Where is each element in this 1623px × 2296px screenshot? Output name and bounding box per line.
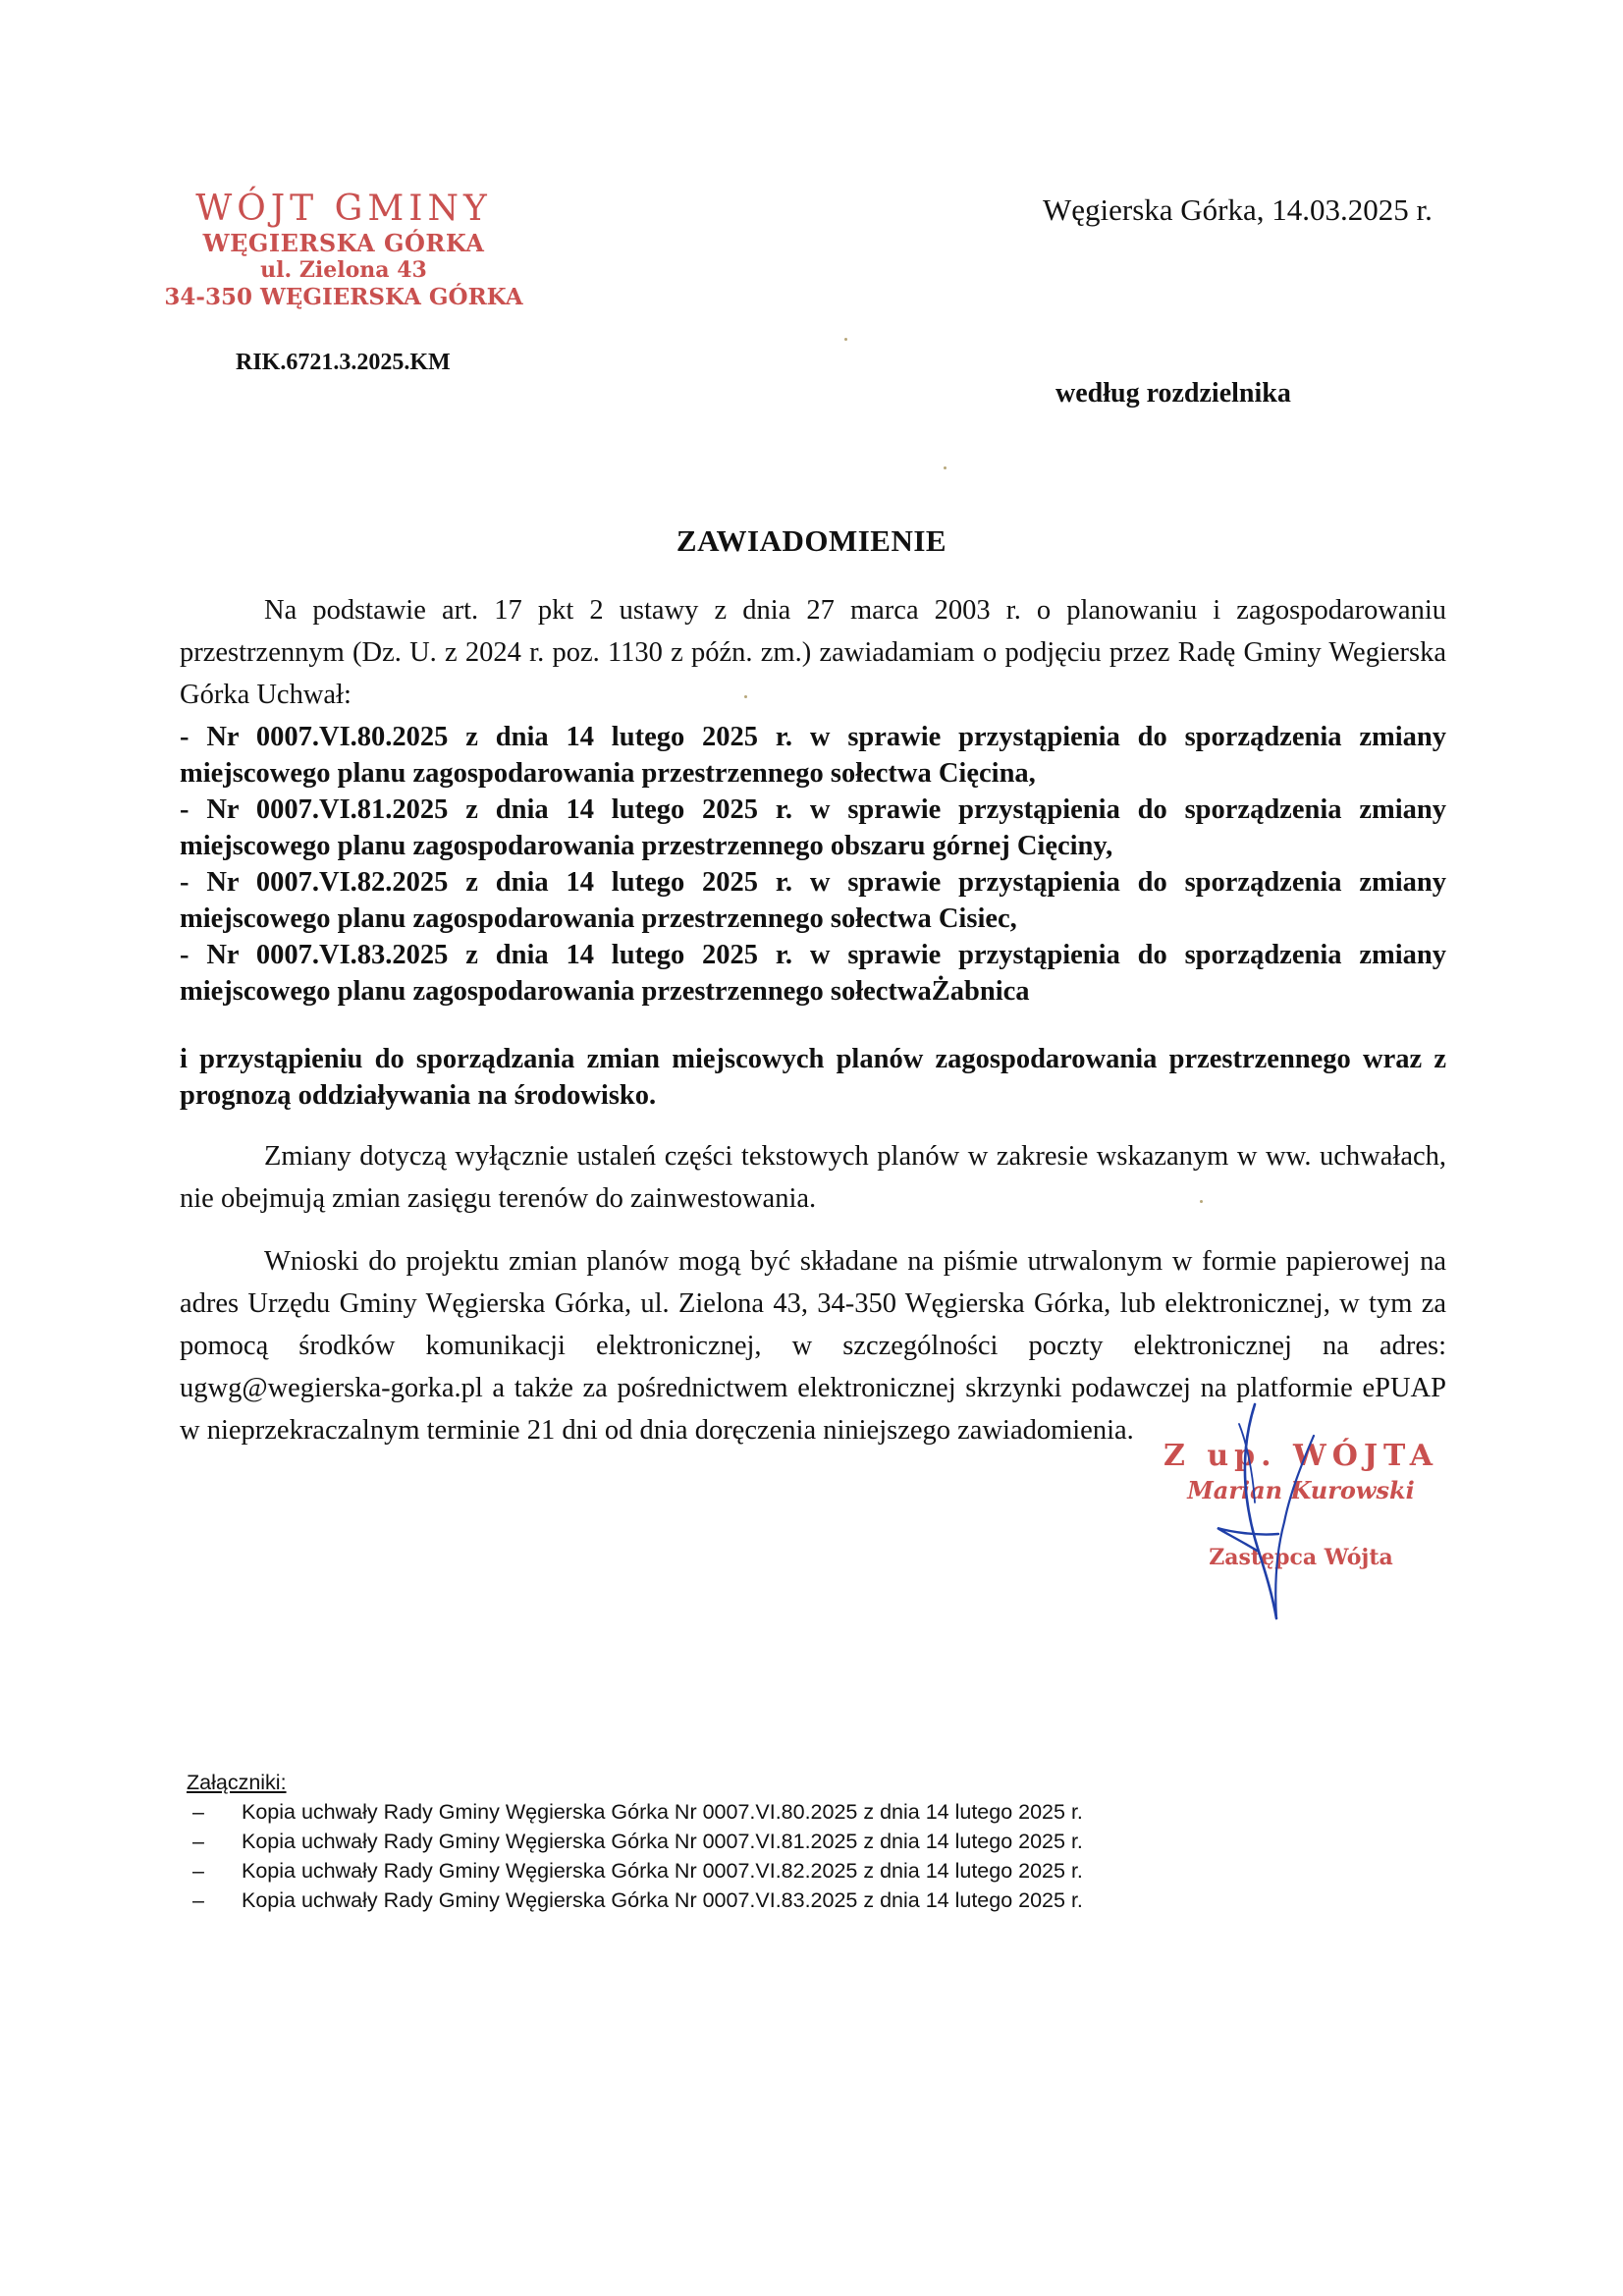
attachment-item	[187, 1797, 1083, 1827]
handwritten-signature-icon	[1129, 1385, 1345, 1640]
document-body	[180, 589, 1446, 1451]
resolution-list	[180, 719, 1446, 1010]
place-and-date: Węgierska Górka, 14.03.2025 r.	[1043, 192, 1433, 227]
summary-paragraph: i przystąpieniu do sporządzania zmian miejscowych planów zagospodarowania przestrzennego wraz z prognozą oddziaływania na środowisko.	[180, 1044, 1446, 1111]
attachment-label: Kopia uchwały Rady Gminy Węgierska Górka Nr 0007.VI.82.2025 z dnia 14 lutego 2025 r.	[242, 1859, 1083, 1883]
attachment-dash: –	[192, 1830, 204, 1853]
attachment-dash: –	[192, 1888, 204, 1912]
attachment-dash: –	[192, 1800, 204, 1824]
scan-speck	[844, 338, 847, 341]
resolution-item: - Nr 0007.VI.81.2025 z dnia 14 lutego 2025 r. w sprawie przystąpienia do sporządzenia zmiany miejscowego planu zagospodarowania przestrzennego obszaru górnej Cięciny,	[180, 794, 1446, 861]
attachment-item	[187, 1827, 1083, 1856]
attachments-list	[187, 1797, 1083, 1915]
attachments-title: Załączniki:	[187, 1771, 287, 1794]
attachment-item	[187, 1886, 1083, 1915]
attachment-label: Kopia uchwały Rady Gminy Węgierska Górka Nr 0007.VI.81.2025 z dnia 14 lutego 2025 r.	[242, 1830, 1083, 1853]
intro-paragraph: Na podstawie art. 17 pkt 2 ustawy z dnia 27 marca 2003 r. o planowaniu i zagospodarowaniu przestrzennym (Dz. U. z 2024 r. poz. 1130 z późn. zm.) zawiadamiam o podjęciu przez Radę Gminy Wegierska Górka Uchwał:	[180, 595, 1446, 710]
office-stamp	[162, 189, 525, 310]
attachment-label: Kopia uchwały Rady Gminy Węgierska Górka Nr 0007.VI.80.2025 z dnia 14 lutego 2025 r.	[242, 1800, 1083, 1824]
resolution-item: - Nr 0007.VI.83.2025 z dnia 14 lutego 2025 r. w sprawie przystąpienia do sporządzenia zmiany miejscowego planu zagospodarowania przestrzennego sołectwaŻabnica	[180, 940, 1446, 1007]
stamp-line-municipality: WĘGIERSKA GÓRKA	[202, 229, 485, 258]
resolution-item: - Nr 0007.VI.80.2025 z dnia 14 lutego 2025 r. w sprawie przystąpienia do sporządzenia zmiany miejscowego planu zagospodarowania przestrzennego sołectwa Cięcina,	[180, 722, 1446, 789]
signature-stamp-authority: Z up. WÓJTA	[1163, 1439, 1438, 1473]
attachment-item	[187, 1856, 1083, 1886]
document-title: ZAWIADOMIENIE	[676, 523, 947, 558]
stamp-line-street: ul. Zielona 43	[260, 256, 427, 283]
attachments-section	[187, 1768, 1083, 1915]
signature-stamp-position: Zastępca Wójta	[1209, 1545, 1393, 1570]
attachment-dash: –	[192, 1859, 204, 1883]
scan-speck	[944, 466, 947, 469]
attachment-label: Kopia uchwały Rady Gminy Węgierska Górka Nr 0007.VI.83.2025 z dnia 14 lutego 2025 r.	[242, 1888, 1083, 1912]
scan-speck	[744, 695, 747, 698]
applications-paragraph: Wnioski do projektu zmian planów mogą być składane na piśmie utrwalonym w formie papierowej na adres Urzędu Gminy Węgierska Górka, ul. Zielona 43, 34-350 Węgierska Górka, lub elektronicznej, w tym za pomocą środków komunikacji elektronicznej, w szczególności poczty elektronicznej na adres: ugwg@wegierska-gorka.pl a także za pośrednictwem elektronicznej skrzynki podawczej na platformie ePUAP w nieprzekraczalnym terminie 21 dni od dnia doręczenia niniejszego zawiadomienia.	[180, 1246, 1446, 1446]
resolution-item: - Nr 0007.VI.82.2025 z dnia 14 lutego 2025 r. w sprawie przystąpienia do sporządzenia zmiany miejscowego planu zagospodarowania przestrzennego sołectwa Cisiec,	[180, 867, 1446, 934]
scope-paragraph: Zmiany dotyczą wyłącznie ustaleń części tekstowych planów w zakresie wskazanym w ww. uchwałach, nie obejmują zmian zasięgu terenów do zainwestowania.	[180, 1141, 1446, 1214]
reference-number: RIK.6721.3.2025.KM	[236, 350, 451, 375]
stamp-line-postcode: 34-350 WĘGIERSKA GÓRKA	[164, 283, 523, 310]
addressee: według rozdzielnika	[1055, 378, 1291, 409]
stamp-line-office: WÓJT GMINY	[195, 189, 492, 229]
scan-speck	[1200, 1200, 1203, 1203]
signature-stamp-name: Marian Kurowski	[1187, 1476, 1415, 1504]
signature-block	[1129, 1439, 1453, 1606]
